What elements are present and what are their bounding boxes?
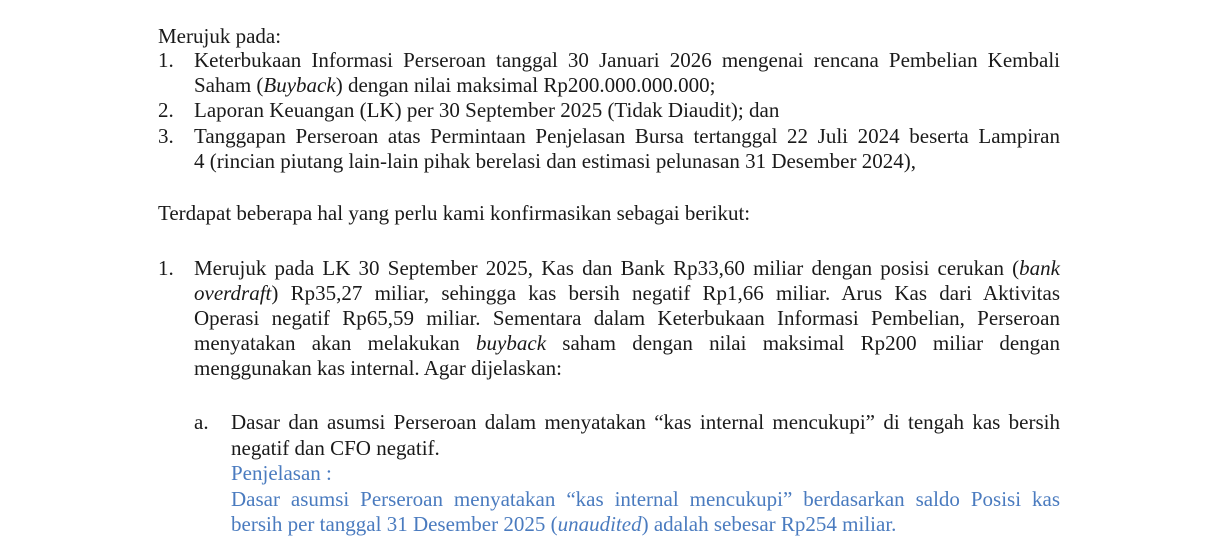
point-line: Merujuk pada LK 30 September 2025, Kas dan Bank Rp33,60 miliar dengan posisi cerukan (bank xyxy=(194,256,1060,280)
subpoint-line: Dasar dan asumsi Perseroan dalam menyatakan “kas internal mencukupi” di tengah kas bersih xyxy=(231,410,1060,434)
ref-line: Keterbukaan Informasi Perseroan tanggal 30 Januari 2026 mengenai rencana Pembelian Kembali xyxy=(194,48,1060,72)
point-line: menyatakan akan melakukan buyback saham dengan nilai maksimal Rp200 miliar dengan xyxy=(194,331,1060,355)
ref-line: 4 (rincian piutang lain-lain pihak berelasi dan estimasi pelunasan 31 Desember 2024), xyxy=(194,149,916,173)
ref-number: 1. xyxy=(158,48,174,72)
answer-line: Dasar asumsi Perseroan menyatakan “kas internal mencukupi” berdasarkan saldo Posisi kas xyxy=(231,487,1060,511)
subpoint-letter: a. xyxy=(194,410,209,434)
intro-text: Merujuk pada: xyxy=(158,24,282,48)
confirm-intro-text: Terdapat beberapa hal yang perlu kami konfirmasikan sebagai berikut: xyxy=(158,201,751,225)
point-line: Operasi negatif Rp65,59 miliar. Sementara dalam Keterbukaan Informasi Pembelian, Perseroan xyxy=(194,306,1060,330)
ref-line: Saham (Buyback) dengan nilai maksimal Rp200.000.000.000; xyxy=(194,73,716,97)
answer-line: bersih per tanggal 31 Desember 2025 (unaudited) adalah sebesar Rp254 miliar. xyxy=(231,512,897,536)
ref-number: 2. xyxy=(158,98,174,122)
ref-number: 3. xyxy=(158,124,174,148)
answer-label: Penjelasan : xyxy=(231,461,332,485)
subpoint-line: negatif dan CFO negatif. xyxy=(231,436,440,460)
point-number: 1. xyxy=(158,256,174,280)
ref-line: Tanggapan Perseroan atas Permintaan Penjelasan Bursa tertanggal 22 Juli 2024 beserta Lampiran xyxy=(194,124,1060,148)
point-line: menggunakan kas internal. Agar dijelaskan: xyxy=(194,356,562,380)
point-line: overdraft) Rp35,27 miliar, sehingga kas bersih negatif Rp1,66 miliar. Arus Kas dari Aktivitas xyxy=(194,281,1060,305)
ref-line: Laporan Keuangan (LK) per 30 September 2025 (Tidak Diaudit); dan xyxy=(194,98,780,122)
